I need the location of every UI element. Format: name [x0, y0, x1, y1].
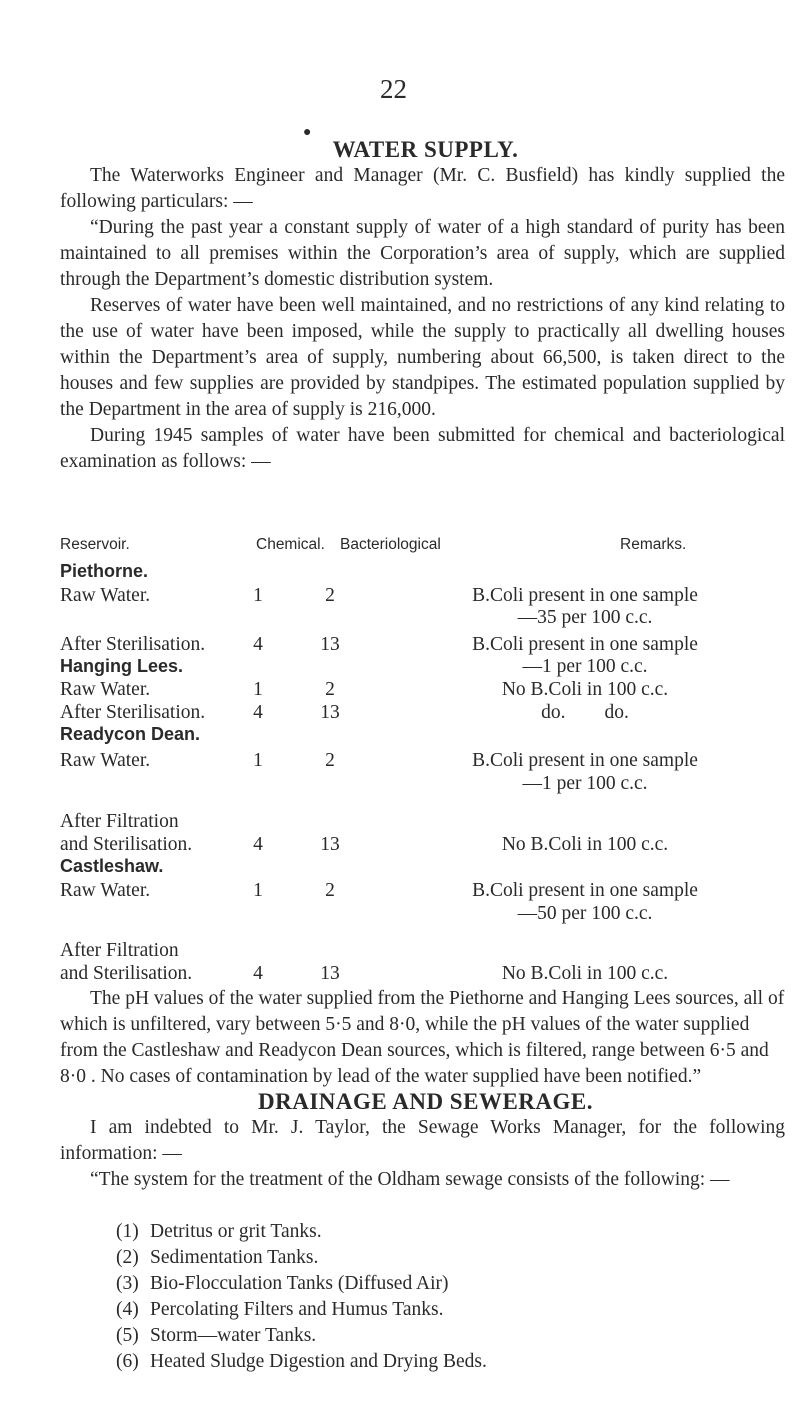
- remark: B.Coli present in one sample: [472, 880, 698, 901]
- quote-paragraph-3: During 1945 samples of water have been submitted for chemical and bacteriological examination as follows: —: [60, 425, 785, 472]
- row-label: Raw Water.: [60, 880, 151, 901]
- ph-paragraph: The pH values of the water supplied from the Piethorne and Hanging Lees sources, all of which is unfiltered, vary between 5·5 and 8·0, while the pH values of the water supplied from the Castleshaw and Readycon Dean sources, which is filtered, range between 6·5 and 8·0 . No cases of contamination by lead of the water supplied have been notified.”: [60, 988, 785, 1087]
- list-item: (1) Detritus or grit Tanks.: [116, 1221, 322, 1242]
- quote-paragraph-1: “During the past year a constant supply of water of a high standard of purity has been maintained to all premises within the Corporation’s area of supply, which are supplied through the Department’s domestic distribution system.: [60, 217, 785, 290]
- header-remarks: Remarks.: [620, 536, 687, 553]
- bacteriological-count: 2: [325, 585, 335, 606]
- remark: B.Coli present in one sample: [472, 634, 698, 655]
- header-reservoir: Reservoir.: [60, 536, 130, 553]
- row-label: Raw Water.: [60, 750, 151, 771]
- bacteriological-count: 13: [320, 963, 340, 984]
- remark: No B.Coli in 100 c.c.: [501, 834, 669, 855]
- bacteriological-count: 2: [325, 679, 335, 700]
- drainage-heading: DRAINAGE AND SEWERAGE.: [258, 1089, 593, 1114]
- chemical-count: 4: [253, 963, 263, 984]
- bacteriological-count: 13: [320, 702, 340, 723]
- bullet-mark: ●: [303, 125, 312, 140]
- remark: —1 per 100 c.c.: [522, 773, 648, 794]
- remark: No B.Coli in 100 c.c.: [501, 963, 669, 984]
- remark: B.Coli present in one sample: [472, 750, 698, 771]
- row-label: and Sterilisation.: [60, 834, 193, 855]
- treatment-list: [116, 1219, 487, 1375]
- chemical-count: 4: [253, 702, 263, 723]
- row-label: After Sterilisation.: [60, 702, 206, 723]
- intro-paragraph: The Waterworks Engineer and Manager (Mr. C. Busfield) has kindly supplied the following particulars: —: [60, 165, 785, 212]
- remark: —35 per 100 c.c.: [517, 607, 653, 628]
- section-piethorne: Piethorne.: [60, 561, 149, 581]
- chemical-count: 1: [253, 880, 263, 901]
- table-header: [60, 534, 800, 556]
- row-label: Raw Water.: [60, 679, 151, 700]
- row-label: After Filtration: [60, 940, 179, 961]
- chemical-count: 4: [253, 834, 263, 855]
- row-label: and Sterilisation.: [60, 963, 193, 984]
- bacteriological-count: 2: [325, 880, 335, 901]
- section-readycon-dean: Readycon Dean.: [60, 724, 201, 744]
- section-castleshaw: Castleshaw.: [60, 856, 164, 876]
- water-supply-heading: WATER SUPPLY.: [332, 137, 519, 162]
- remark: No B.Coli in 100 c.c.: [501, 679, 669, 700]
- chemical-count: 1: [253, 585, 263, 606]
- remark: B.Coli present in one sample: [472, 585, 698, 606]
- water-supply-text: [60, 163, 785, 475]
- bacteriological-count: 2: [325, 750, 335, 771]
- drainage-intro: I am indebted to Mr. J. Taylor, the Sewage Works Manager, for the following information: —: [60, 1117, 785, 1164]
- bacteriological-count: 13: [320, 834, 340, 855]
- bacteriological-count: 13: [320, 634, 340, 655]
- chemical-count: 1: [253, 750, 263, 771]
- list-item: (4) Percolating Filters and Humus Tanks.: [116, 1299, 444, 1320]
- row-label: Raw Water.: [60, 585, 151, 606]
- chemical-count: 1: [253, 679, 263, 700]
- row-label: After Filtration: [60, 811, 179, 832]
- drainage-quote: “The system for the treatment of the Oldham sewage consists of the following: —: [90, 1169, 730, 1190]
- quote-paragraph-2: Reserves of water have been well maintained, and no restrictions of any kind relating to the use of water have been imposed, while the supply to practically all dwelling houses within the Department’s area of supply, numbering about 66,500, is taken direct to the houses and few supplies are provided by standpipes. The estimated population supplied by the Department in the area of supply is 216,000.: [60, 295, 785, 420]
- remark: —1 per 100 c.c.: [522, 656, 648, 677]
- drainage-text: [60, 1115, 785, 1193]
- list-item: (6) Heated Sludge Digestion and Drying Beds.: [116, 1351, 487, 1372]
- remark: do. do.: [541, 702, 629, 723]
- remark: —50 per 100 c.c.: [517, 903, 653, 924]
- section-hanging-lees: Hanging Lees.: [60, 656, 184, 676]
- header-chemical: Chemical.: [256, 536, 325, 553]
- row-label: After Sterilisation.: [60, 634, 206, 655]
- list-item: (2) Sedimentation Tanks.: [116, 1247, 319, 1268]
- ph-text: [60, 986, 785, 1090]
- list-item: (3) Bio-Flocculation Tanks (Diffused Air): [116, 1273, 449, 1294]
- page-number: 22: [380, 74, 407, 104]
- list-item: (5) Storm—water Tanks.: [116, 1325, 317, 1346]
- chemical-count: 4: [253, 634, 263, 655]
- header-bacteriological: Bacteriological: [340, 536, 441, 553]
